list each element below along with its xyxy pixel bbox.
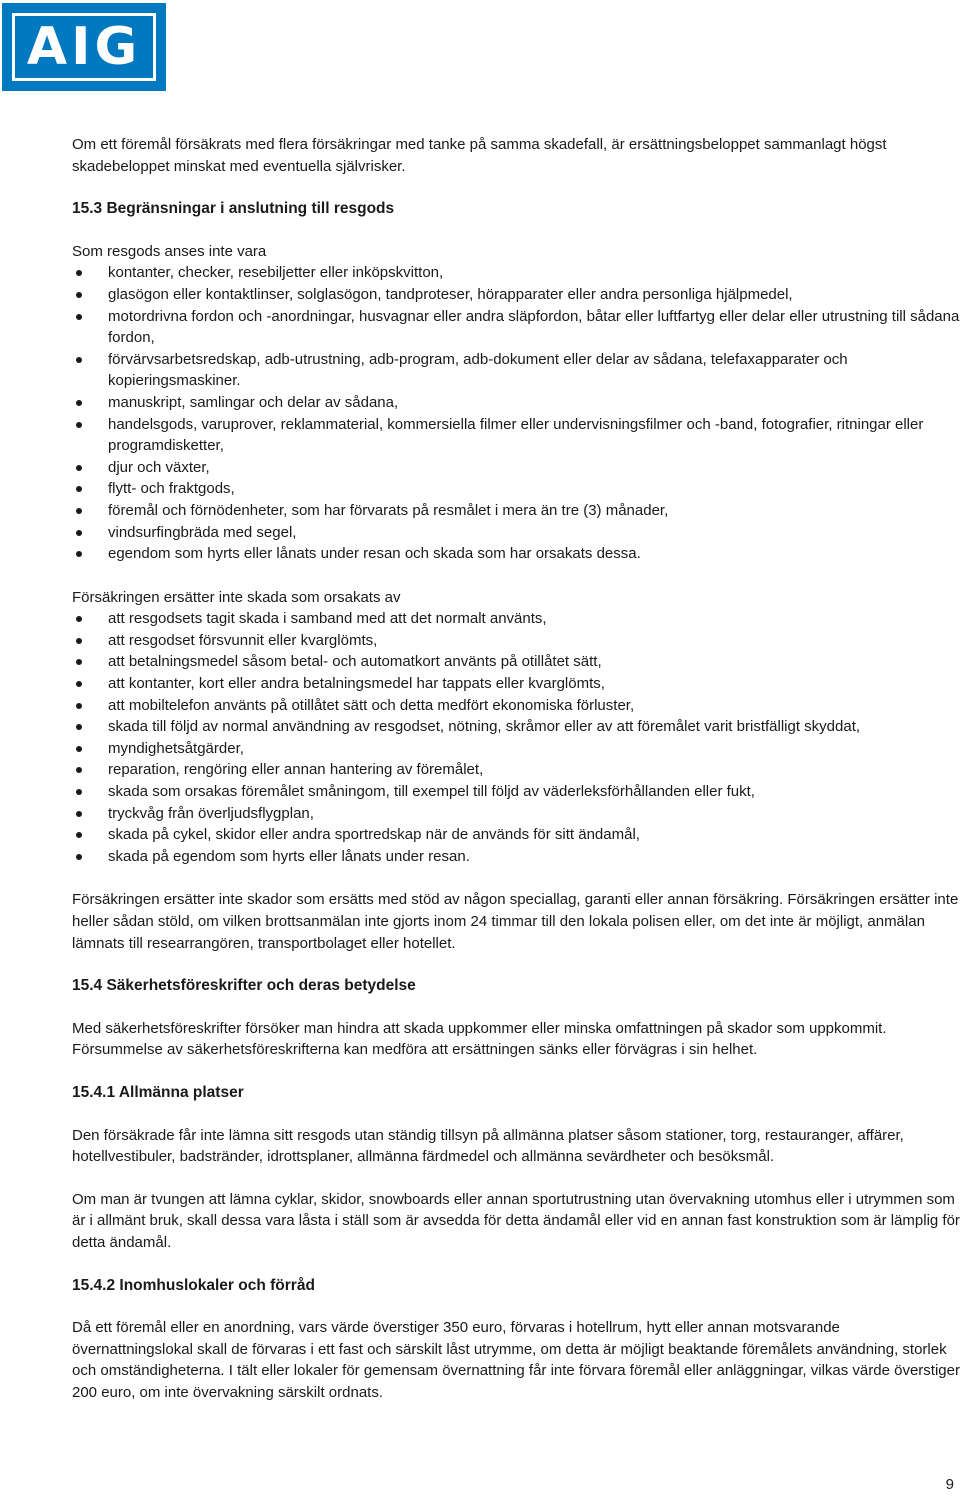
list-item: manuskript, samlingar och delar av sådana,: [72, 392, 960, 414]
safety-paragraph: Med säkerhetsföreskrifter försöker man hindra att skada uppkommer eller minska omfattningen på skador som uppkommit. Försummelse av säkerhetsföreskrifterna kan medföra att ersättningen sänks eller förvägras i sin helhet.: [72, 1019, 887, 1059]
list-item: egendom som hyrts eller lånats under resan och skada som har orsakats dessa.: [72, 543, 960, 565]
list-item: skada på egendom som hyrts eller lånats under resan.: [72, 846, 960, 868]
not-covered-list: [72, 608, 960, 867]
closing-paragraph: Försäkringen ersätter inte skador som ersätts med stöd av någon speciallag, garanti eller annan försäkring. Försäkringen ersätter inte heller sådan stöld, om vilken brottsanmälan inte gjorts inom 24 timmar till den lokala polisen eller, om det inte är möjligt, anmälan lämnats till researrangören, transportbolaget eller hotellet.: [72, 891, 959, 952]
heading-15-4-2: 15.4.2 Inomhuslokaler och förråd: [72, 1276, 315, 1294]
list-item: skada som orsakas föremålet småningom, till exempel till följd av väderleksförhållanden eller fukt,: [72, 781, 960, 803]
list-item: att resgodsets tagit skada i samband med att det normalt använts,: [72, 608, 960, 630]
list-item: kontanter, checker, resebiljetter eller inköpskvitton,: [72, 262, 960, 284]
not-covered-lead: Försäkringen ersätter inte skada som orsakats av: [72, 588, 401, 606]
heading-15-4: 15.4 Säkerhetsföreskrifter och deras betydelse: [72, 977, 416, 995]
list-item: skada till följd av normal användning av resgodset, nötning, skråmor eller av att föremålet varit bristfälligt skyddat,: [72, 716, 960, 738]
list-item: djur och växter,: [72, 457, 960, 479]
list-item: skada på cykel, skidor eller andra sportredskap när de används för sitt ändamål,: [72, 824, 960, 846]
list-item: att kontanter, kort eller andra betalningsmedel har tappats eller kvarglömts,: [72, 673, 960, 695]
document-body: [72, 134, 960, 1404]
list-item: tryckvåg från överljudsflygplan,: [72, 803, 960, 825]
list-item: flytt- och fraktgods,: [72, 478, 960, 500]
public-places-paragraph-2: Om man är tvungen att lämna cyklar, skidor, snowboards eller annan sportutrustning utan övervakning utomhus eller i utrymmen som är i allmänt bruk, skall dessa vara låsta i ställ som är avsedda för detta ändamål eller vid en annan fast konstruktion som är lämplig för detta ändamål.: [72, 1190, 960, 1251]
indoor-paragraph: Då ett föremål eller en anordning, vars värde överstiger 350 euro, förvaras i hotellrum, hytt eller annan motsvarande övernattningslokal skall de förvaras i ett fast och särskilt låst utrymme, om detta är möjligt beaktande föremålets användning, storlek och omständigheterna. I tält eller lokaler för gemensam övernattning får inte förvara föremål eller anläggningar, vilkas värde överstiger 200 euro, om inte övervakning särskilt ordnats.: [72, 1319, 960, 1401]
list-item: att mobiltelefon använts på otillåtet sätt och detta medfört ekonomiska förluster,: [72, 695, 960, 717]
public-places-paragraph-1: Den försäkrade får inte lämna sitt resgods utan ständig tillsyn på allmänna platser såsom stationer, torg, restauranger, affärer, hotellvestibuler, badstränder, idrottsplaner, allmänna färdmedel och allmänna sevärdheter och besöksmål.: [72, 1126, 904, 1166]
list-item: vindsurfingbräda med segel,: [72, 522, 960, 544]
list-item: myndighetsåtgärder,: [72, 738, 960, 760]
heading-15-3: 15.3 Begränsningar i anslutning till resgods: [72, 200, 395, 218]
logo-frame: [12, 13, 156, 81]
heading-15-4-1: 15.4.1 Allmänna platser: [72, 1083, 244, 1101]
list-item: förvärvsarbetsredskap, adb-utrustning, adb-program, adb-dokument eller delar av sådana, telefaxapparater och kopieringsmaskiner.: [72, 349, 960, 392]
aig-logo: [2, 3, 166, 91]
list-item: handelsgods, varuprover, reklammaterial, kommersiella filmer eller undervisningsfilmer och -band, fotografier, ritningar eller programdisketter,: [72, 414, 960, 457]
excluded-items-list: [72, 262, 960, 564]
list-item: reparation, rengöring eller annan hantering av föremålet,: [72, 759, 960, 781]
resgods-lead: Som resgods anses inte vara: [72, 242, 267, 260]
list-item: motordrivna fordon och -anordningar, husvagnar eller andra släpfordon, båtar eller luftfartyg eller delar eller utrustning till sådana fordon,: [72, 306, 960, 349]
list-item: glasögon eller kontaktlinser, solglasögon, tandproteser, hörapparater eller andra personliga hjälpmedel,: [72, 284, 960, 306]
logo-text: AIG: [26, 17, 142, 77]
intro-paragraph: Om ett föremål försäkrats med flera försäkringar med tanke på samma skadefall, är ersättningsbeloppet sammanlagt högst skadebeloppet minskat med eventuella självrisker.: [72, 136, 887, 175]
list-item: att betalningsmedel såsom betal- och automatkort använts på otillåtet sätt,: [72, 651, 960, 673]
list-item: föremål och förnödenheter, som har förvarats på resmålet i mera än tre (3) månader,: [72, 500, 960, 522]
page-number: 9: [945, 1476, 954, 1493]
list-item: att resgodset försvunnit eller kvarglömts,: [72, 630, 960, 652]
